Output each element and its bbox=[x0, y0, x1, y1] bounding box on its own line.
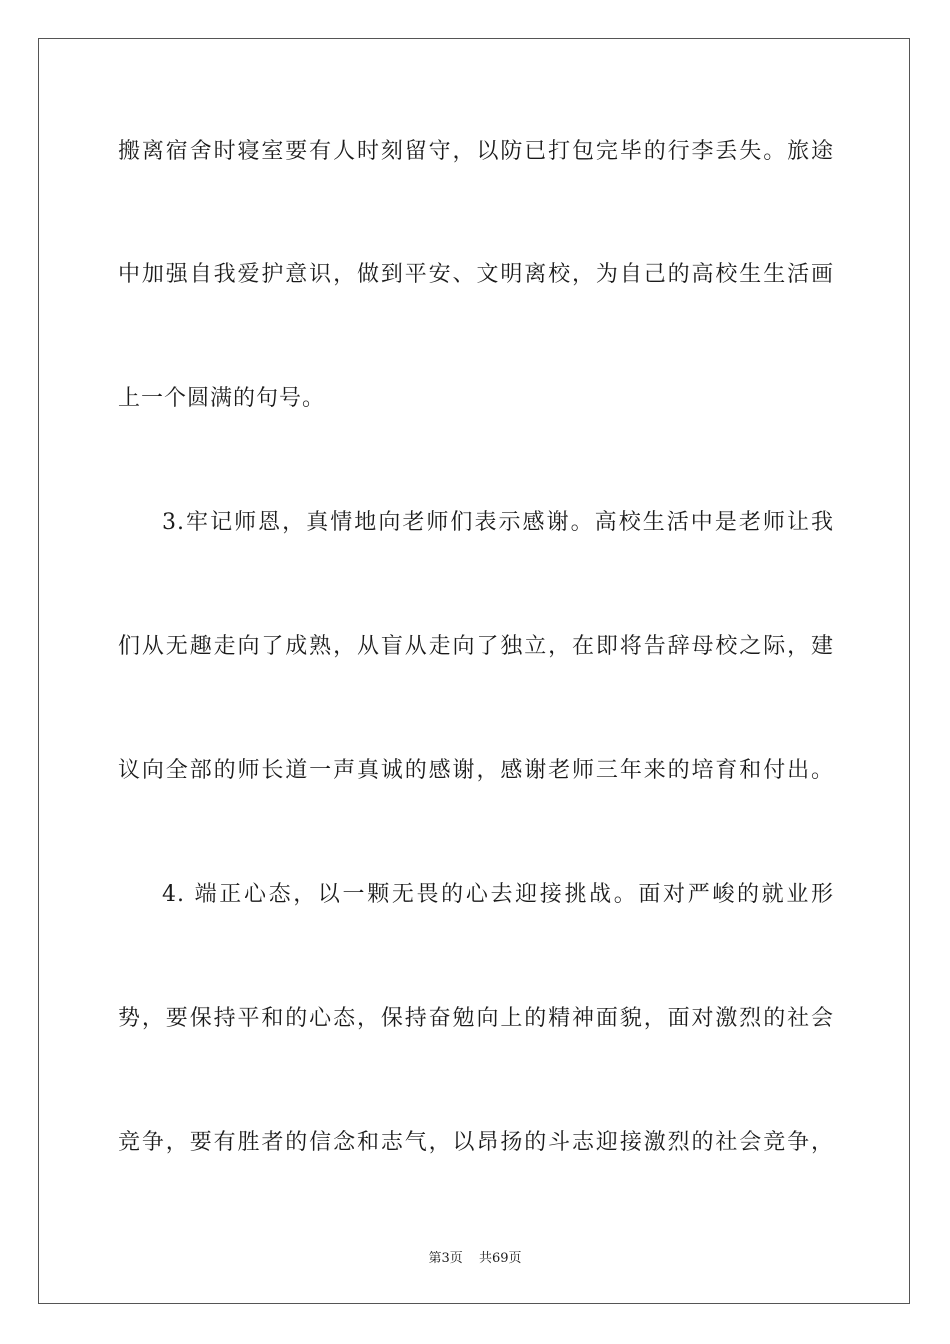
body-line-9: 竞争，要有胜者的信念和志气，以昂扬的斗志迎接激烈的社会竞争， bbox=[118, 1130, 834, 1155]
body-line-2: 中加强自我爱护意识，做到平安、文明离校，为自己的高校生生活画 bbox=[118, 262, 834, 287]
body-line-1: 搬离宿舍时寝室要有人时刻留守，以防已打包完毕的行李丢失。旅途 bbox=[118, 139, 834, 164]
body-line-5: 们从无趣走向了成熟，从盲从走向了独立，在即将告辞母校之际，建 bbox=[118, 634, 834, 659]
page-total: 共69页 bbox=[478, 1251, 522, 1266]
page-frame bbox=[38, 38, 910, 1304]
page-footer bbox=[0, 1247, 950, 1266]
page-number: 第3页 bbox=[428, 1251, 463, 1266]
body-line-3: 上一个圆满的句号。 bbox=[118, 386, 326, 411]
body-line-8: 势，要保持平和的心态，保持奋勉向上的精神面貌，面对激烈的社会 bbox=[118, 1006, 834, 1031]
body-line-4: 3.牢记师恩，真情地向老师们表示感谢。高校生活中是老师让我 bbox=[162, 510, 834, 535]
body-line-7: 4. 端正心态，以一颗无畏的心去迎接挑战。面对严峻的就业形 bbox=[162, 882, 834, 907]
body-line-6: 议向全部的师长道一声真诚的感谢，感谢老师三年来的培育和付出。 bbox=[118, 758, 834, 783]
